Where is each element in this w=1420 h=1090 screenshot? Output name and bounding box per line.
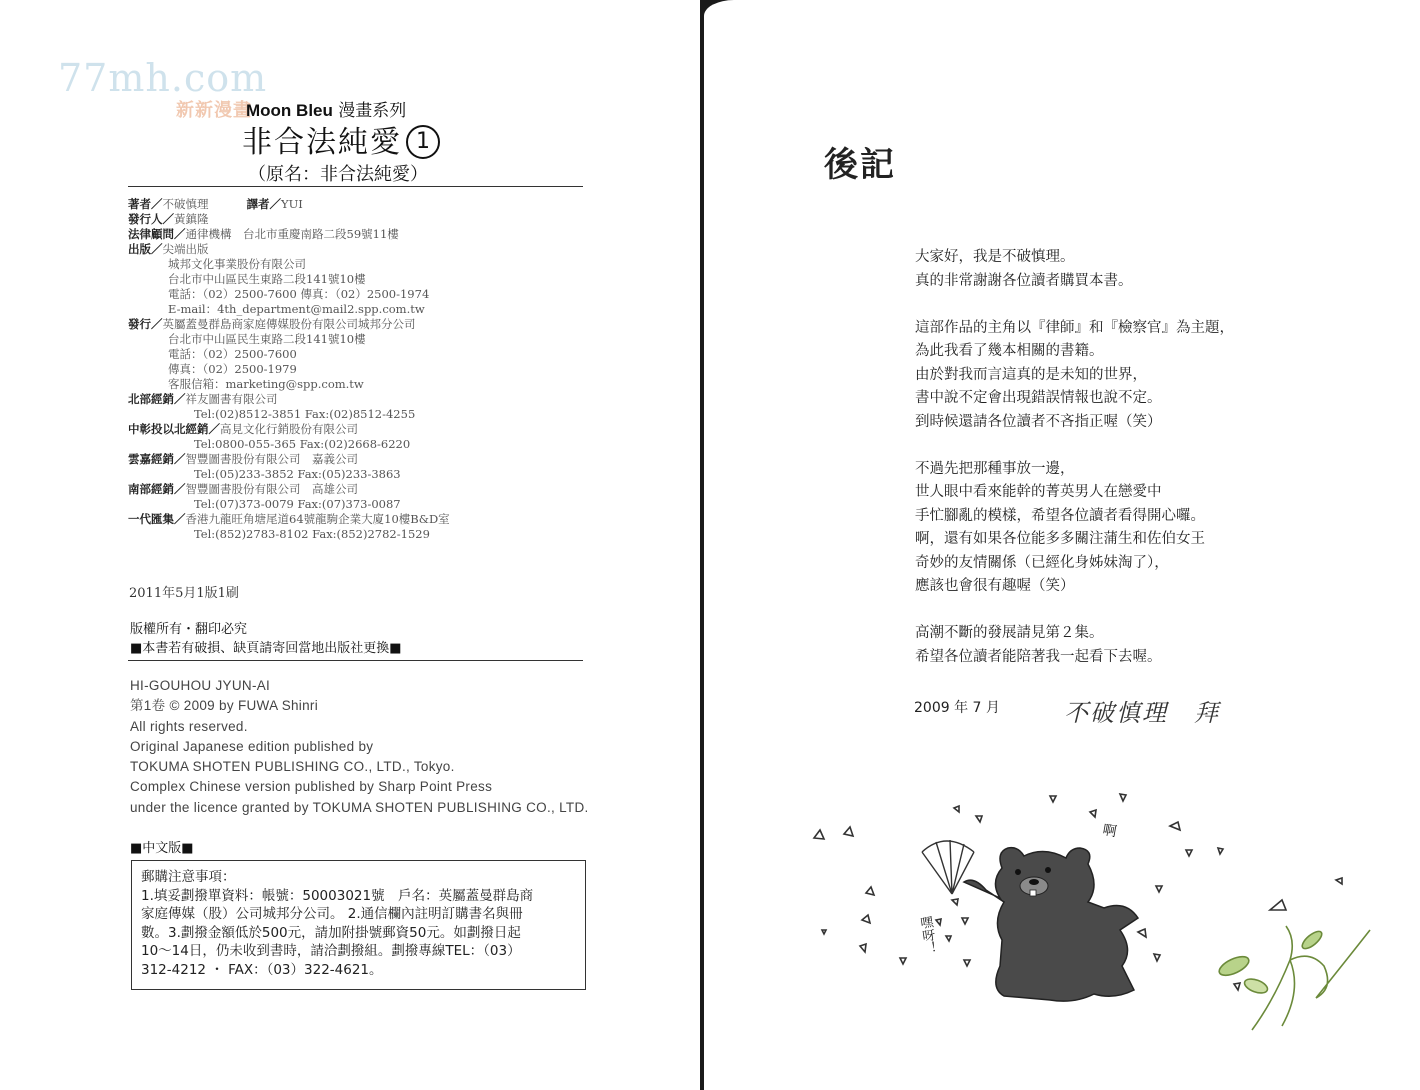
afterword-body — [915, 246, 1234, 669]
afterword-line: 大家好，我是不破慎理。 — [915, 249, 1075, 265]
translator-label: 譯者／ — [246, 197, 281, 211]
afterword-line: 這部作品的主角以『律師』和『檢察官』為主題， — [915, 319, 1234, 336]
north-label: 北部經銷／ — [128, 392, 186, 406]
credit-hk-line — [128, 512, 598, 527]
credit-legal-line — [128, 227, 598, 242]
left-page-colophon — [0, 0, 700, 1090]
mail-order-notice — [131, 860, 586, 990]
original-title: （原名：非合法純愛） — [248, 164, 428, 185]
south-tel: Tel:(07)373-0079 Fax:(07)373-0087 — [194, 497, 401, 511]
print-detail-line: 城邦文化事業股份有限公司 — [168, 257, 306, 271]
hk-label: 一代匯集／ — [128, 512, 186, 526]
english-copyright — [130, 676, 589, 818]
damage-notice: ■本書若有破損、缺頁請寄回當地出版社更換■ — [130, 641, 402, 656]
notice-line: 312-4212 ・ FAX：（03）322-4621。 — [141, 961, 383, 978]
translator-name: YUI — [281, 197, 303, 211]
english-line: 第1卷 © 2009 by FUWA Shinri — [130, 698, 319, 714]
dist-value: 英屬蓋曼群島商家庭傳媒股份有限公司城邦分公司 — [162, 317, 416, 331]
legal-value: 通律機構 台北市重慶南路二段59號11樓 — [185, 227, 399, 241]
central-label: 中彰投以北經銷／ — [128, 422, 220, 436]
credit-publisher-line — [128, 212, 598, 227]
series-brand: Moon Bleu — [246, 101, 333, 120]
afterword-line: 啊，還有如果各位能多多關注蒲生和佐伯女王 — [915, 531, 1205, 547]
book-title — [242, 117, 440, 161]
notice-line: 數。3.劃撥金額低於500元，請加附掛號郵資50元。如劃撥日起 — [141, 924, 521, 941]
south-label: 南部經銷／ — [128, 482, 186, 496]
south-value: 智豐圖書股份有限公司 高雄公司 — [185, 482, 358, 496]
author-label: 著者／ — [128, 197, 163, 211]
watermark-url: 77mh.com — [58, 56, 268, 100]
publisher-label: 發行人／ — [128, 212, 174, 226]
english-line: Original Japanese edition published by — [130, 738, 374, 754]
yunjia-tel: Tel:(05)233-3852 Fax:(05)233-3863 — [194, 467, 401, 481]
afterword-line: 手忙腳亂的模樣，希望各位讀者看得開心囉。 — [915, 507, 1205, 524]
print-detail-line: 台北市中山區民生東路二段141號10樓 — [168, 272, 366, 286]
volume-badge: 1 — [406, 125, 440, 159]
credits-block — [128, 197, 598, 542]
yunjia-label: 雲嘉經銷／ — [128, 452, 186, 466]
vine-decoration — [1217, 926, 1370, 1030]
edition-date: 2011年5月1版1刷 — [129, 586, 239, 601]
credit-print-line — [128, 242, 598, 257]
afterword-title: 後記 — [824, 145, 896, 185]
author-signature: 不破慎理 拜 — [1064, 699, 1220, 727]
credit-central-line — [128, 422, 598, 437]
notice-line: 郵購注意事項： — [141, 869, 236, 885]
afterword-line: 希望各位讀者能陪著我一起看下去喔。 — [915, 648, 1162, 665]
hk-value: 香港九龍旺角塘尾道64號龍駒企業大廈10樓B&D室 — [185, 512, 450, 526]
chinese-edition-label: ■中文版■ — [130, 841, 194, 856]
north-tel: Tel:(02)8512-3851 Fax:(02)8512-4255 — [194, 407, 416, 421]
yunjia-value: 智豐圖書股份有限公司 嘉義公司 — [185, 452, 358, 466]
afterword-line: 奇妙的友情關係（已經化身姊妹淘了）， — [915, 554, 1169, 571]
english-line: under the licence granted by TOKUMA SHOTEN PUBLISHING CO., LTD. — [130, 799, 589, 815]
header-divider — [128, 186, 583, 187]
fan-icon — [922, 840, 974, 894]
dist-label: 發行／ — [128, 317, 163, 331]
afterword-line: 不過先把那種事放一邊， — [915, 460, 1075, 477]
north-value: 祥友圖書有限公司 — [185, 392, 278, 406]
afterword-line: 應該也會很有趣喔（笑） — [915, 578, 1075, 594]
notice-line: 1.填妥劃撥單資料：帳號：50003021號 戶名：英屬蓋曼群島商 — [141, 887, 534, 904]
legal-label: 法律顧問／ — [128, 227, 186, 241]
afterword-line: 真的非常謝謝各位讀者購買本書。 — [915, 272, 1133, 289]
print-value: 尖端出版 — [162, 242, 209, 256]
rights-notice: 版權所有・翻印必究 — [130, 622, 248, 637]
rights-divider — [128, 660, 583, 661]
dist-detail-line: 電話：（02）2500-7600 — [168, 347, 297, 361]
print-detail-line: E-mail：4th_department@mail2.spp.com.tw — [168, 302, 425, 316]
publisher-name: 黃鎮隆 — [174, 212, 209, 226]
notice-line: 家庭傳媒（股）公司城邦分公司。 2.通信欄內註明訂購書名與冊 — [141, 906, 523, 922]
credit-yunjia-line — [128, 452, 598, 467]
credit-north-line — [128, 392, 598, 407]
hk-tel: Tel:(852)2783-8102 Fax:(852)2782-1529 — [194, 527, 430, 541]
bear-illustration — [804, 790, 1384, 1050]
watermark-subtitle: 新新漫畫 — [176, 100, 252, 121]
english-line: Complex Chinese version published by Sharp Point Press — [130, 779, 493, 795]
central-value: 高見文化行銷股份有限公司 — [220, 422, 358, 436]
dist-detail-line: 客服信箱：marketing@spp.com.tw — [168, 377, 364, 391]
bear-icon — [964, 848, 1138, 1001]
english-line: All rights reserved. — [130, 718, 248, 734]
dist-detail-line: 台北市中山區民生東路二段141號10樓 — [168, 332, 366, 346]
afterword-line: 由於對我而言這真的是未知的世界， — [915, 366, 1147, 383]
credit-dist-line — [128, 317, 598, 332]
afterword-date: 2009 年 7 月 — [914, 700, 1000, 716]
afterword-line: 高潮不斷的發展請見第２集。 — [915, 625, 1104, 641]
afterword-line: 到時候還請各位讀者不吝指正喔（笑） — [915, 413, 1162, 430]
credit-south-line — [128, 482, 598, 497]
print-label: 出版／ — [128, 242, 163, 256]
notice-line: 10～14日，仍未收到書時，請洽劃撥組。劃撥專線TEL：（03） — [141, 943, 521, 959]
bear-speech-2: 嘿呀！ — [916, 914, 937, 956]
book-title-text: 非合法純愛 — [242, 125, 402, 160]
bear-speech-1: 啊 — [1101, 822, 1118, 841]
afterword-line: 世人眼中看來能幹的菁英男人在戀愛中 — [915, 484, 1162, 500]
author-name: 不破慎理 — [162, 197, 209, 211]
dist-detail-line: 傳真：（02）2500-1979 — [168, 362, 297, 376]
afterword-line: 書中說不定會出現錯誤情報也說不定。 — [915, 390, 1162, 406]
print-detail-line: 電話：（02）2500-7600 傳真：（02）2500-1974 — [168, 287, 430, 301]
english-line: TOKUMA SHOTEN PUBLISHING CO., LTD., Tokyo. — [130, 759, 455, 775]
afterword-line: 為此我看了幾本相關的書籍。 — [915, 343, 1104, 359]
central-tel: Tel:0800-055-365 Fax:(02)2668-6220 — [194, 437, 411, 451]
series-suffix: 漫畫系列 — [338, 101, 407, 121]
english-line: HI-GOUHOU JYUN-AI — [130, 678, 271, 693]
credit-author-line — [128, 197, 598, 212]
